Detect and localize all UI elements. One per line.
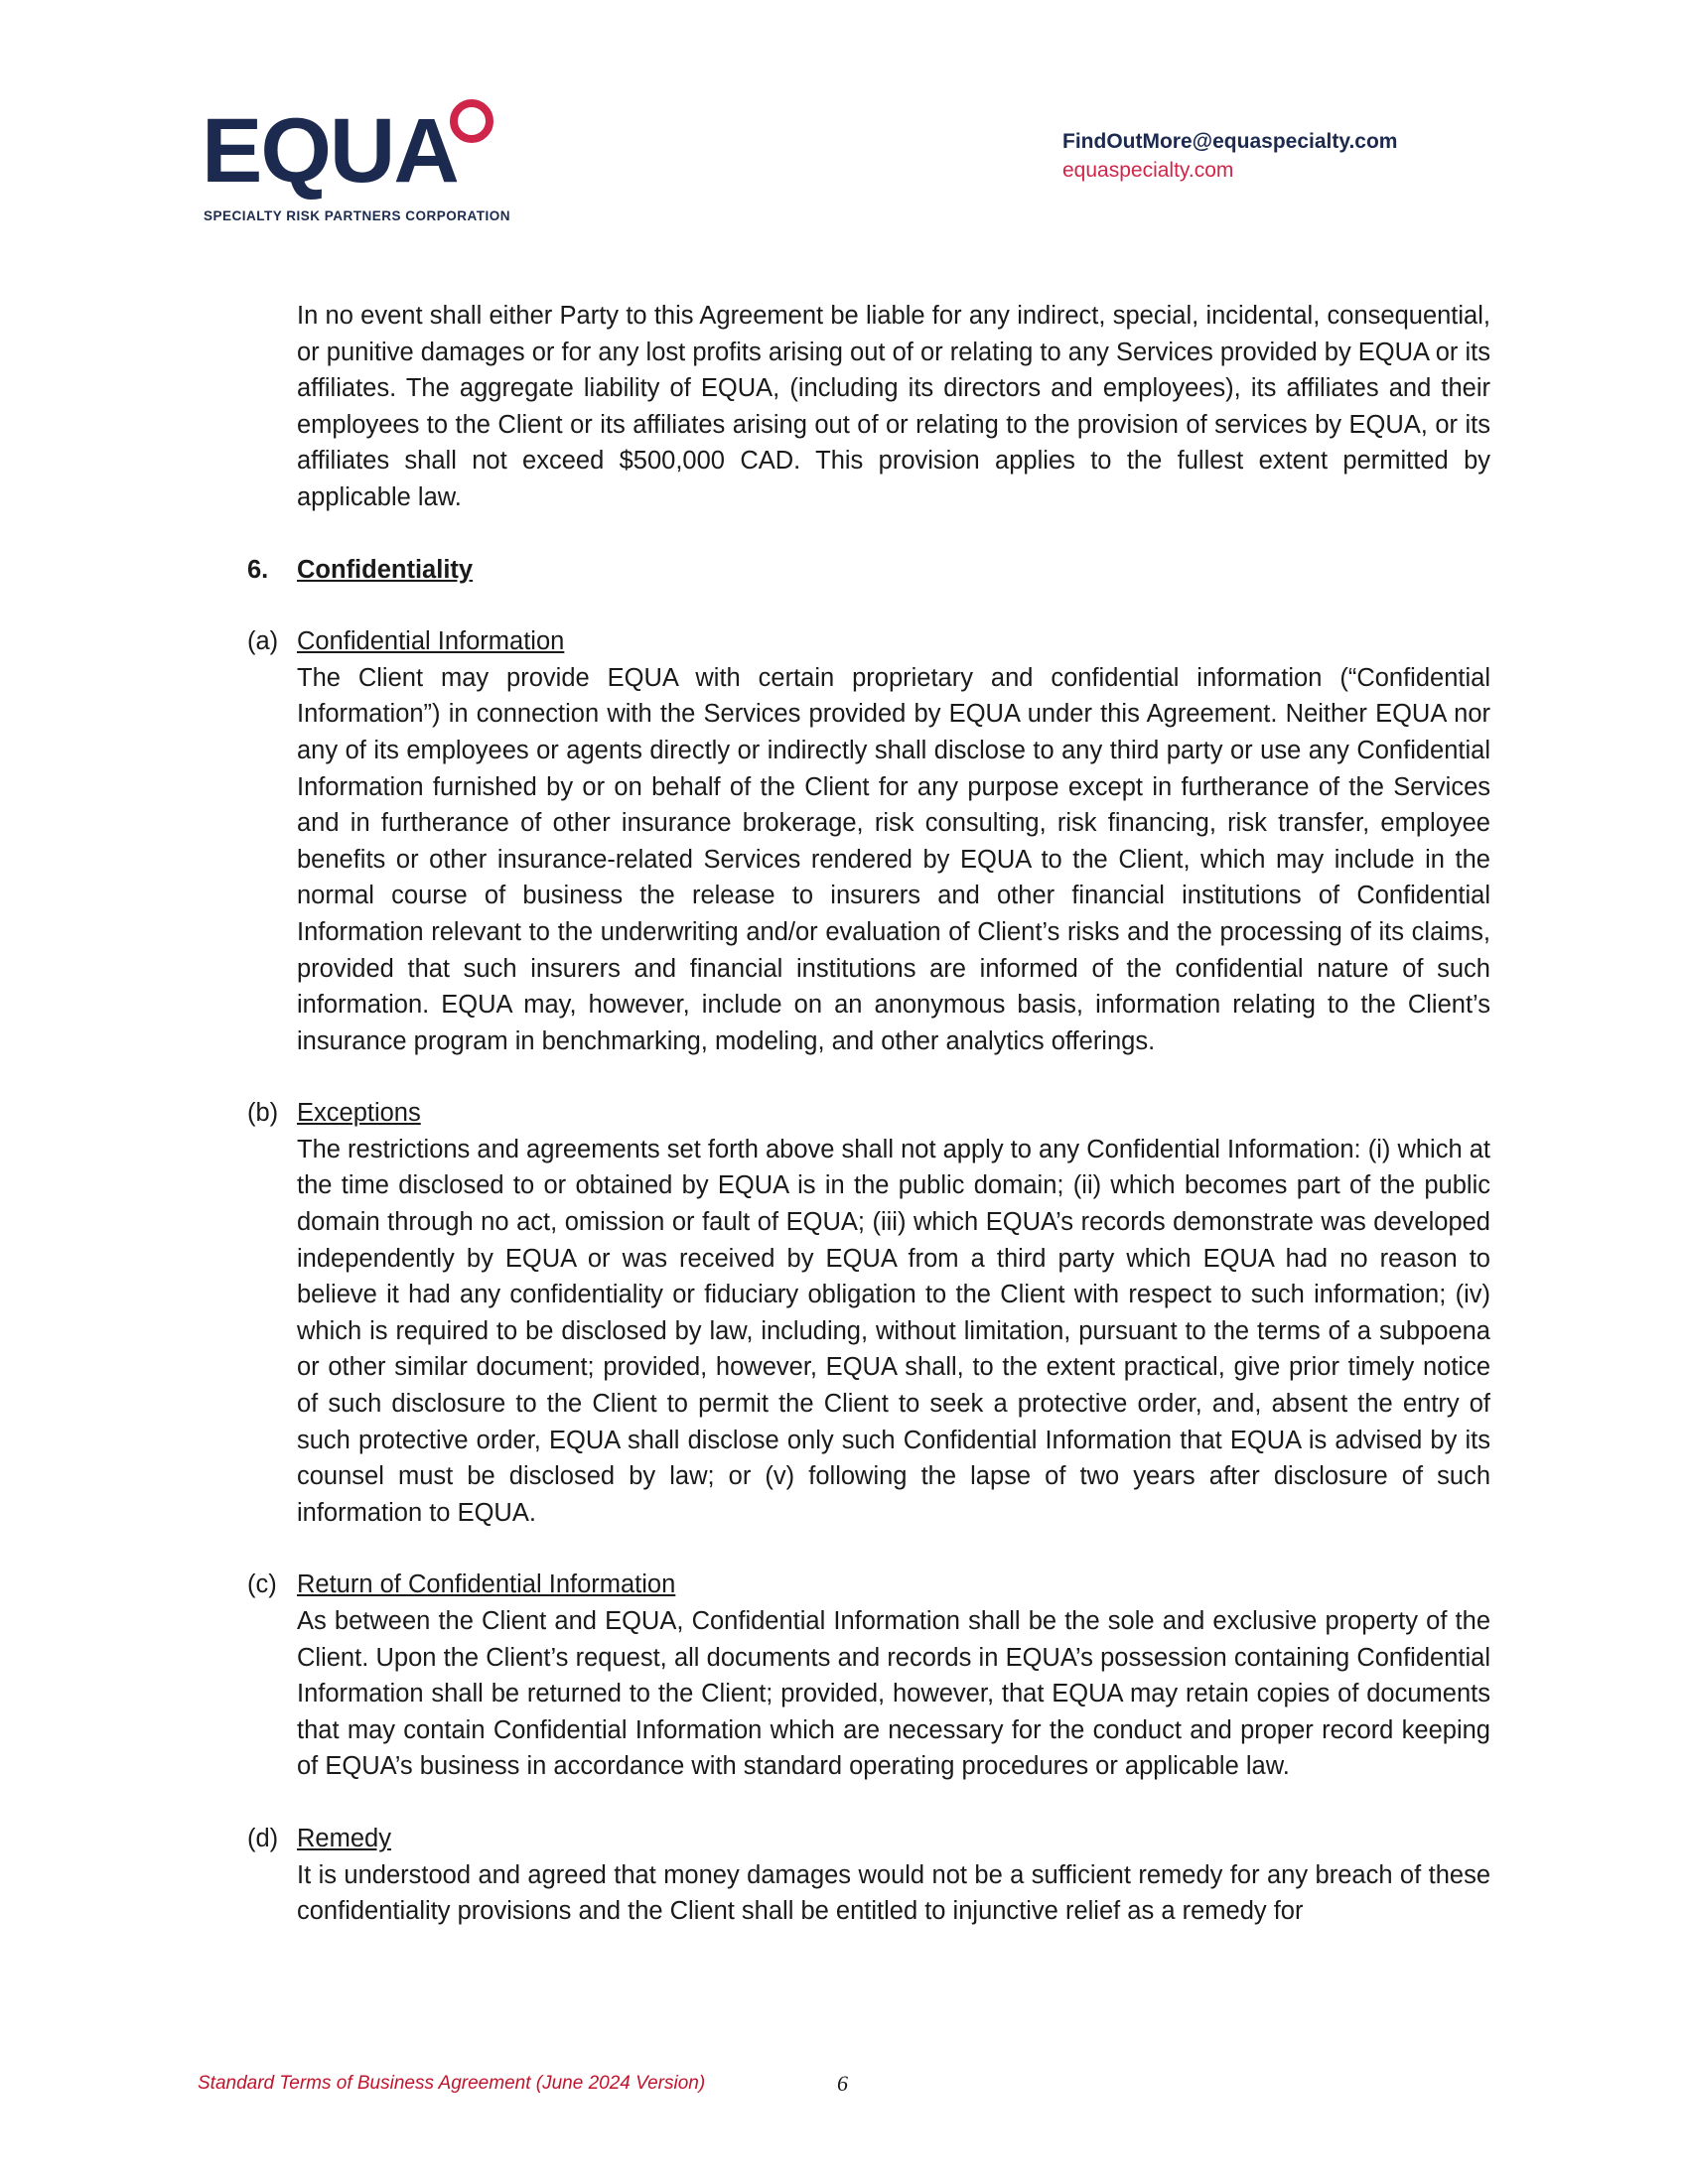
subsection-title: Return of Confidential Information: [297, 1570, 676, 1599]
subsection-label: (a): [247, 627, 279, 656]
contact-block: [1062, 127, 1397, 185]
subsection-title: Remedy: [297, 1824, 391, 1852]
subsection-confidential-information: [247, 623, 1490, 1059]
section-title: Confidentiality: [297, 555, 474, 584]
logo-wordmark: EQUA: [202, 100, 458, 202]
subsection-heading: [247, 1567, 1490, 1603]
footer-title: Standard Terms of Business Agreement (June 2024 Version): [198, 2073, 706, 2094]
subsection-label: (d): [247, 1824, 279, 1852]
contact-email[interactable]: FindOutMore@equaspecialty.com: [1062, 130, 1398, 153]
subsection-heading: [247, 1095, 1490, 1132]
intro-paragraph: In no event shall either Party to this Agreement be liable for any indirect, special, incidental, consequential, or punitive damages or for any lost profits arising out of or relating to any Services provided by EQUA or its affiliates. The aggregate liability of EQUA, (including its directors and employees), its affiliates and their employees to the Client or its affiliates arising out of or relating to the provision of services by EQUA, or its affiliates shall not exceed $500,000 CAD. This provision applies to the fullest extent permitted by applicable law.: [297, 302, 1490, 511]
section-heading: [247, 552, 1490, 589]
subsection-remedy: [247, 1821, 1490, 1930]
subsection-return-of-confidential-information: [247, 1567, 1490, 1785]
subsection-body: It is understood and agreed that money damages would not be a sufficient remedy for any breach of these confidentiality provisions and the Client shall be entitled to injunctive relief as a remedy for: [297, 1860, 1490, 1926]
subsection-body: The restrictions and agreements set forth above shall not apply to any Confidential Information: (i) which at the time disclosed to or obtained by EQUA is in the public domain; (ii) which becomes part of the public domain through no act, omission or fault of EQUA; (iii) which EQUA’s records demonstrate was developed independently by EQUA or was received by EQUA from a third party which EQUA had no reason to believe it had any confidentiality or fiduciary obligation to the Client with respect to such information; (iv) which is required to be disclosed by law, including, without limitation, pursuant to the terms of a subpoena or other similar document; provided, however, EQUA shall, to the extent practical, give prior timely notice of such disclosure to the Client to permit the Client to seek a protective order, and, absent the entry of such protective order, EQUA shall disclose only such Confidential Information that EQUA is advised by its counsel must be disclosed by law; or (v) following the lapse of two years after disclosure of such information to EQUA.: [297, 1135, 1490, 1527]
footer-page-number: 6: [837, 2071, 848, 2096]
subsection-exceptions: [247, 1095, 1490, 1531]
subsection-label: (c): [247, 1570, 277, 1599]
subsection-body: The Client may provide EQUA with certain proprietary and confidential information (“Confidential Information”) in connection with the Services provided by EQUA under this Agreement. Neither EQUA nor any of its employees or agents directly or indirectly shall disclose to any third party or use any Confidential Information furnished by or on behalf of the Client for any purpose except in furtherance of the Services and in furtherance of other insurance brokerage, risk consulting, risk financing, risk transfer, employee benefits or other insurance-related Services rendered by EQUA to the Client, which may include in the normal course of business the release to insurers and other financial institutions of Confidential Information relevant to the underwriting and/or evaluation of Client’s risks and the processing of its claims, provided that such insurers and financial institutions are informed of the confidential nature of such information. EQUA may, however, include on an anonymous basis, information relating to the Client’s insurance program in benchmarking, modeling, and other analytics offerings.: [297, 663, 1490, 1055]
contact-website[interactable]: equaspecialty.com: [1062, 159, 1234, 182]
subsection-title: Confidential Information: [297, 627, 565, 656]
equa-logo: [202, 97, 519, 226]
subsection-title: Exceptions: [297, 1099, 421, 1128]
logo-ring-icon: [448, 97, 495, 145]
subsection-heading: [247, 1821, 1490, 1857]
subsection-heading: [247, 623, 1490, 660]
logo-tagline: SPECIALTY RISK PARTNERS CORPORATION: [204, 208, 511, 223]
page-header: [0, 0, 1688, 238]
subsection-label: (b): [247, 1099, 279, 1128]
section-number: 6.: [247, 555, 269, 584]
document-body: [247, 298, 1490, 1930]
subsection-body: As between the Client and EQUA, Confidential Information shall be the sole and exclusive property of the Client. Upon the Client’s request, all documents and records in EQUA’s possession containing Confidential Information shall be returned to the Client; provided, however, that EQUA may retain copies of documents that may contain Confidential Information which are necessary for the conduct and proper record keeping of EQUA’s business in accordance with standard operating procedures or applicable law.: [297, 1607, 1490, 1781]
